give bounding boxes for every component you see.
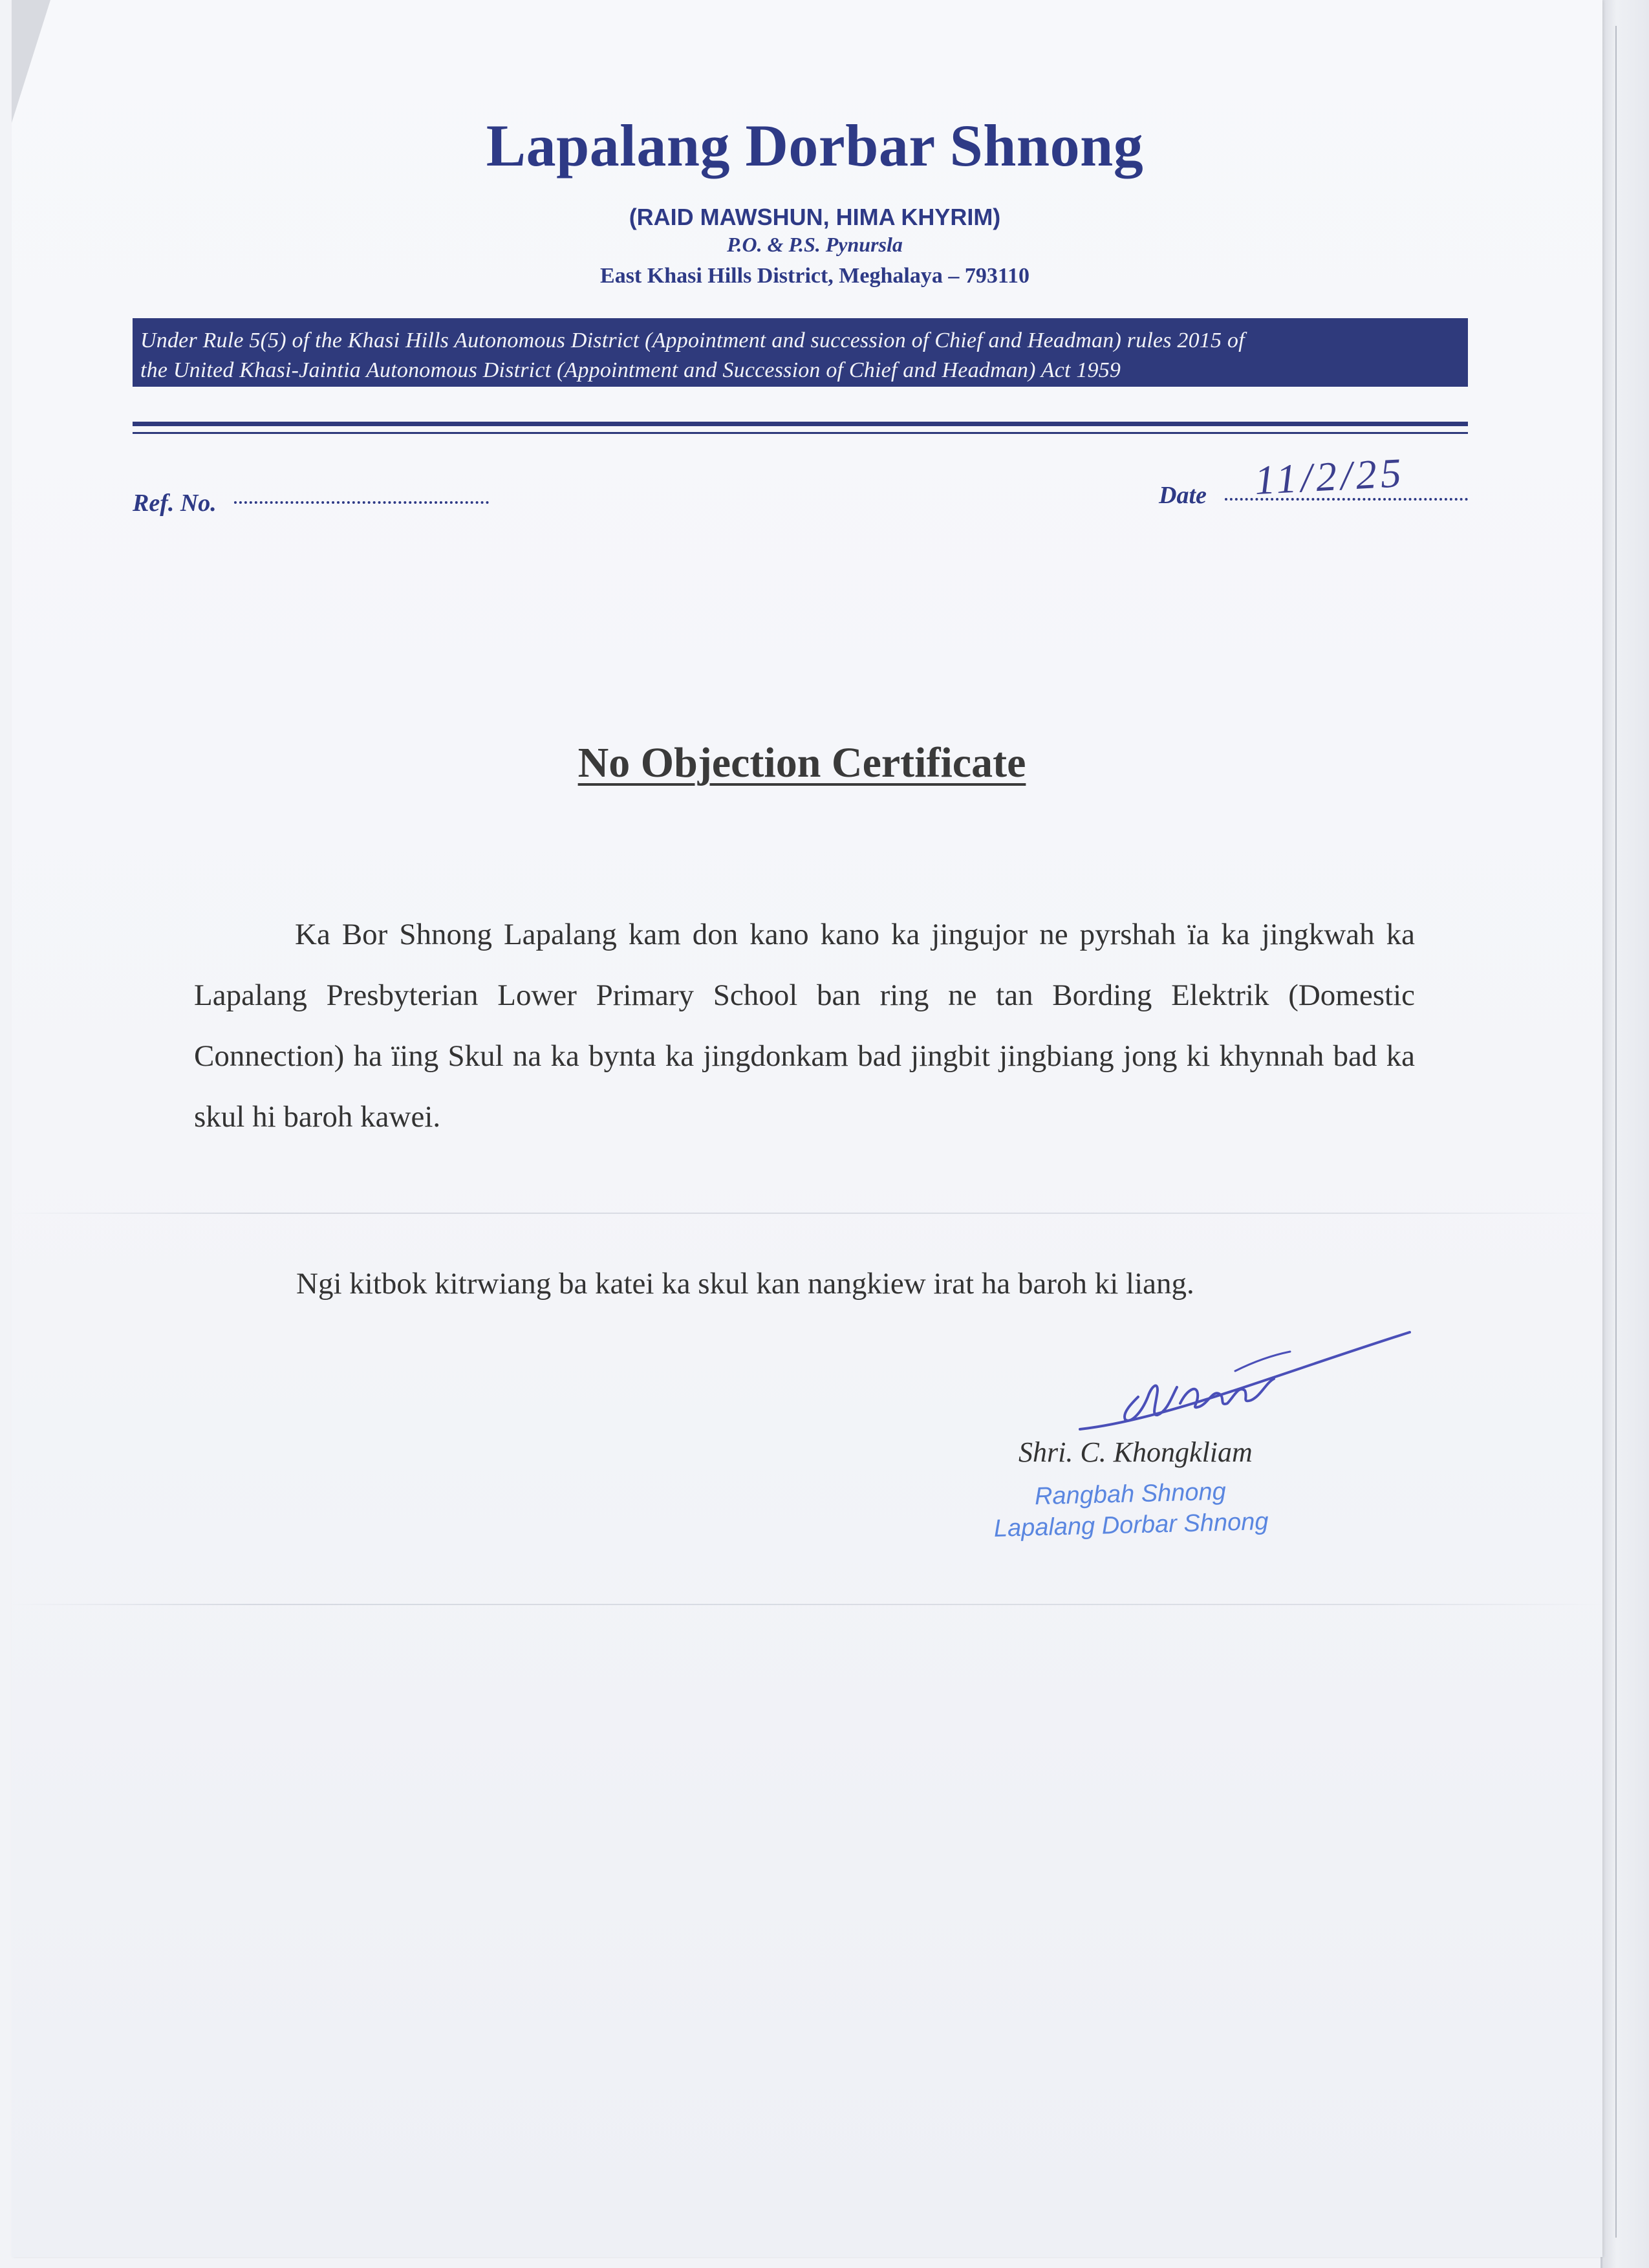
certificate-title: No Objection Certificate <box>577 739 1026 786</box>
legal-rule-banner <box>133 318 1468 387</box>
folded-corner <box>12 0 50 123</box>
date-label: Date <box>1159 482 1207 509</box>
rule-banner-line: the United Khasi-Jaintia Autonomous District (Appointment and Succession of Chief and Headman) Act 1959 <box>140 358 1121 382</box>
adjacent-sheet-edge <box>1600 0 1649 2268</box>
rule-banner-line: Under Rule 5(5) of the Khasi Hills Autonomous District (Appointment and succession of Chief and Headman) rules 2015 of <box>140 329 1245 352</box>
ref-no-label: Ref. No. <box>133 490 217 517</box>
official-stamp <box>993 1475 1269 1544</box>
letterhead-divider <box>133 422 1468 426</box>
closing-line: Ngi kitbok kitrwiang ba katei ka skul kan nangkiew irat ha baroh ki liang. <box>296 1267 1194 1301</box>
handwritten-date: 11/2/25 <box>1253 449 1406 504</box>
certificate-body: Ka Bor Shnong Lapalang kam don kano kano ka jingujor ne pyrshah ïa ka jingkwah ka Lapalang Presbyterian Lower Primary School ban ring ne tan Bording Elektrik (Domestic Connection) ha ïing Skul na ka bynta ka jingdonkam bad jingbit jingbiang jong ki khynnah bad ka skul hi baroh kawei. <box>194 918 1415 1134</box>
organization-name: Lapalang Dorbar Shnong <box>486 113 1144 178</box>
district-line: East Khasi Hills District, Meghalaya – 793110 <box>600 264 1029 288</box>
ref-no-dotted-line <box>234 501 489 504</box>
stamp-title: Rangbah Shnong <box>1034 1478 1227 1511</box>
paper-fold-line <box>12 1604 1602 1605</box>
signatory-name: Shri. C. Khongkliam <box>1018 1436 1253 1468</box>
organization-subtitle: (RAID MAWSHUN, HIMA KHYRIM) <box>629 204 1001 230</box>
scanner-edge-line <box>1615 26 1617 2238</box>
handwritten-signature <box>1061 1300 1423 1449</box>
paper-fold-line <box>12 1213 1602 1214</box>
post-office-line: P.O. & P.S. Pynursla <box>727 233 903 256</box>
letterhead-divider-thin <box>133 432 1468 434</box>
stamp-organization: Lapalang Dorbar Shnong <box>993 1507 1269 1542</box>
